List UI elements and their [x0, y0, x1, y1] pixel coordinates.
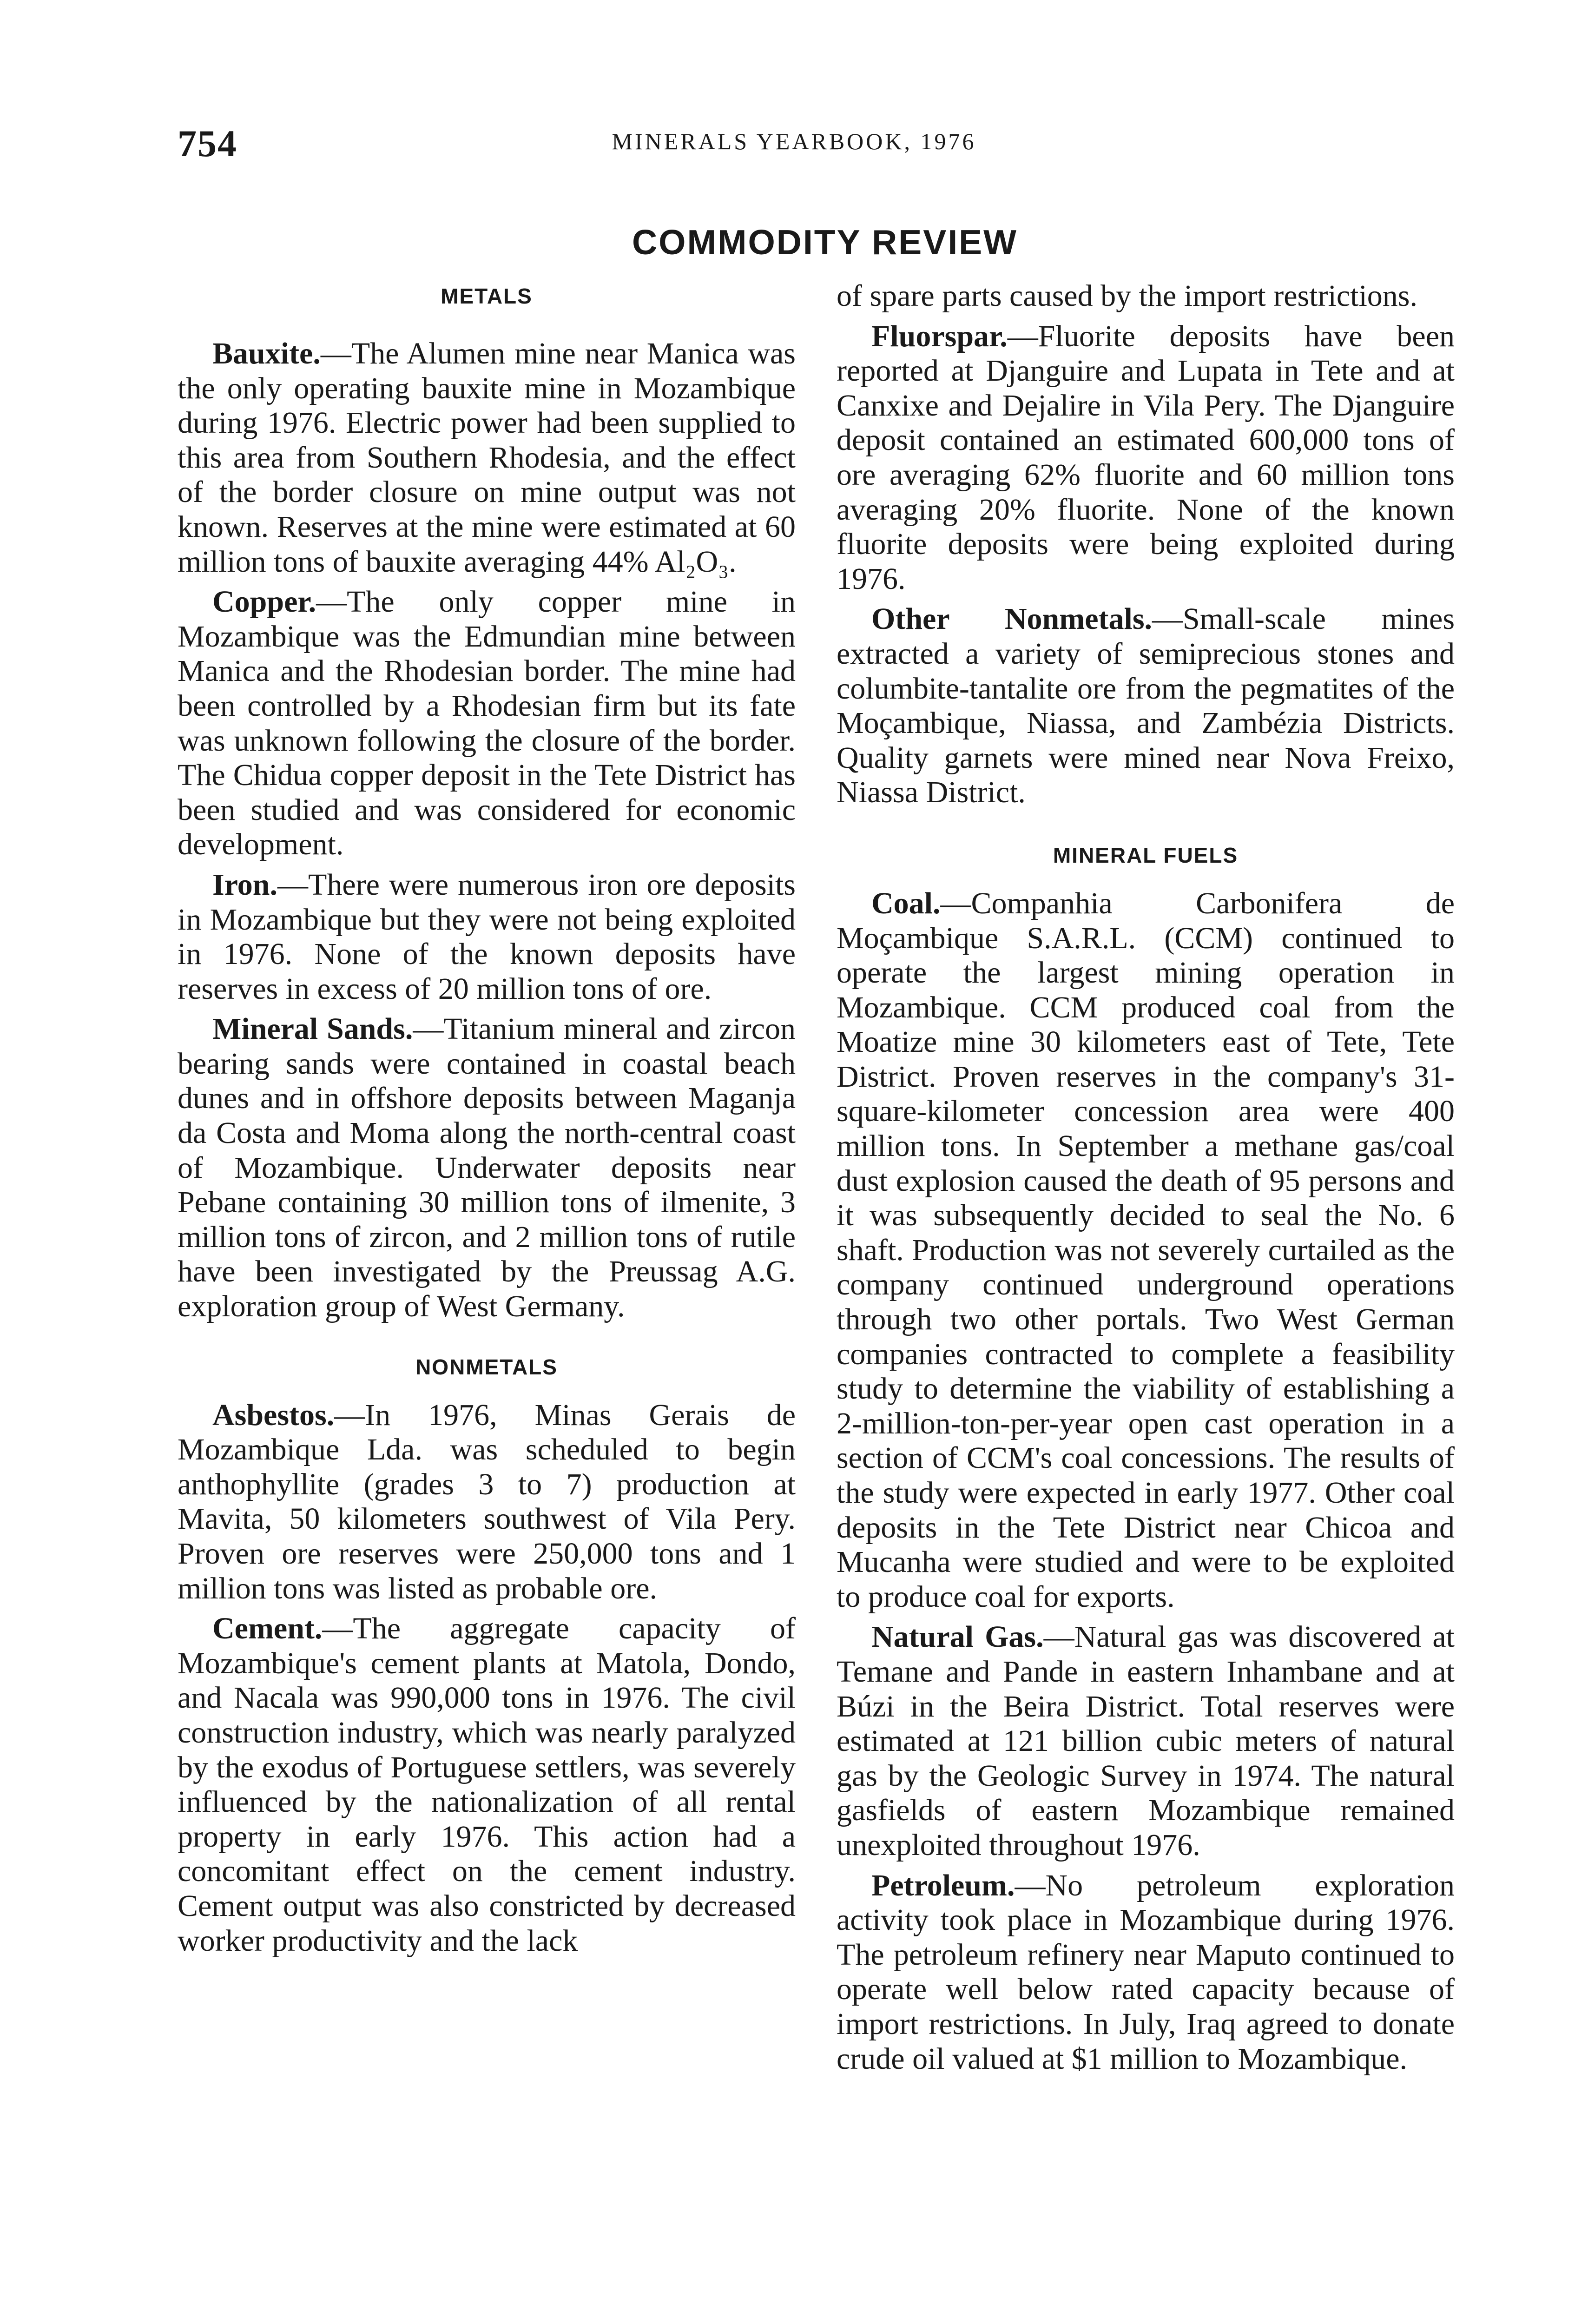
iron-text: —There were numerous iron ore deposits in Mozambique but they were not being exploited in 1976. None of the known deposits have reserves in excess of 20 million tons of ore.	[178, 867, 796, 1006]
copper-paragraph	[178, 585, 796, 862]
bauxite-text: —The Alumen mine near Manica was the only operating bauxite mine in Mozambique during 1976. Electric power had been supplied to this area from Southern Rhodesia, and the effect of the border closure on mine output was not known. Reserves at the mine were estimated at 60 million tons of bauxite averaging 44% Al₂O₃.	[178, 337, 796, 579]
petroleum-lead: Petroleum.	[871, 1868, 1015, 1902]
page-number: 754	[178, 122, 237, 165]
running-head: MINERALS YEARBOOK, 1976	[612, 128, 976, 154]
left-column	[178, 279, 796, 1964]
cement-text: —The aggregate capacity of Mozambique's cement plants at Matola, Dondo, and Nacala was 990,000 tons in 1976. The civil construction industry, which was nearly paralyzed by the exodus of Portuguese settlers, was severely influenced by the nationalization of all rental property in early 1976. This action had a concomitant effect on the cement industry. Cement output was also constricted by decreased worker productivity and the lack	[178, 1611, 796, 1958]
bauxite-paragraph	[178, 337, 796, 579]
cement-paragraph	[178, 1611, 796, 1958]
fluorspar-text: —Fluorite deposits have been reported at Djanguire and Lupata in Tete and at Canxixe and Dejalire in Vila Pery. The Djanguire deposit contained an estimated 600,000 tons of ore averaging 62% fluorite and 60 million tons averaging 20% fluorite. None of the known fluorite deposits were being exploited during 1976.	[837, 319, 1455, 596]
iron-lead: Iron.	[212, 867, 277, 902]
mineral-fuels-heading: MINERAL FUELS	[1053, 843, 1239, 867]
copper-lead: Copper.	[212, 585, 316, 619]
fluorspar-paragraph	[837, 319, 1455, 597]
other-nonmetals-lead: Other Nonmetals.	[871, 602, 1153, 636]
petroleum-paragraph	[837, 1868, 1455, 2077]
right-column	[837, 279, 1455, 2082]
petroleum-text: —No petroleum exploration activity took place in Mozambique during 1976. The petroleum refinery near Maputo continued to operate well below rated capacity because of import restrictions. In July, Iraq agreed to donate crude oil valued at $1 million to Mozambique.	[837, 1868, 1455, 2076]
mineral-sands-paragraph	[178, 1012, 796, 1324]
metals-heading: METALS	[441, 284, 533, 308]
section-title: COMMODITY REVIEW	[632, 223, 1018, 262]
coal-lead: Coal.	[871, 886, 941, 920]
coal-paragraph	[837, 886, 1455, 1614]
bauxite-lead: Bauxite.	[212, 337, 321, 370]
fluorspar-lead: Fluorspar.	[871, 319, 1008, 353]
other-nonmetals-text: —Small-scale mines extracted a variety of semiprecious stones and columbite-tantalite ore from the pegmatites of the Moçambique, Niassa, and Zambézia Districts. Quality garnets were mined near Nova Freixo, Niassa District.	[837, 602, 1455, 810]
natural-gas-text: —Natural gas was discovered at Temane and Pande in eastern Inhambane and at Búzi in the Beira District. Total reserves were estimated at 121 billion cubic meters of natural gas by the Geologic Survey in 1974. The natural gasfields of eastern Mozambique remained unexploited throughout 1976.	[837, 1620, 1455, 1862]
asbestos-text: —In 1976, Minas Gerais de Mozambique Lda. was scheduled to begin anthophyllite (grades 3 to 7) production at Mavita, 50 kilometers southwest of Vila Pery. Proven ore reserves were 250,000 tons and 1 million tons was listed as probable ore.	[178, 1398, 796, 1605]
coal-text: —Companhia Carbonifera de Moçambique S.A.R.L. (CCM) continued to operate the largest mining operation in Mozambique. CCM produced coal from the Moatize mine 30 kilometers east of Tete, Tete District. Proven reserves in the company's 31-square-kilometer concession area were 400 million tons. In September a methane gas/coal dust explosion caused the death of 95 persons and it was subsequently decided to seal the No. 6 shaft. Production was not severely curtailed as the company continued underground operations through two other portals. Two West German companies contracted to complete a feasibility study to determine the viability of establishing a 2-million-ton-per-year open cast operation in a section of CCM's coal concessions. The results of the study were expected in early 1977. Other coal deposits in the Tete District near Chicoa and Mucanha were studied and were to be exploited to produce coal for exports.	[837, 886, 1455, 1614]
copper-text: —The only copper mine in Mozambique was the Edmundian mine between Manica and the Rhodesian border. The mine had been controlled by a Rhodesian firm but its fate was unknown following the closure of the border. The Chidua copper deposit in the Tete District has been studied and was considered for economic development.	[178, 585, 796, 862]
mineral-sands-text: —Titanium mineral and zircon bearing sands were contained in coastal beach dunes and in offshore deposits between Maganja da Costa and Moma along the north-central coast of Mozambique. Underwater deposits near Pebane containing 30 million tons of ilmenite, 3 million tons of zircon, and 2 million tons of rutile have been investigated by the Preussag A.G. exploration group of West Germany.	[178, 1012, 796, 1324]
nonmetals-heading: NONMETALS	[415, 1354, 558, 1379]
natural-gas-paragraph	[837, 1620, 1455, 1862]
asbestos-paragraph	[178, 1398, 796, 1606]
cement-lead: Cement.	[212, 1611, 323, 1646]
other-nonmetals-paragraph	[837, 602, 1455, 810]
cement-continued-paragraph: of spare parts caused by the import restrictions.	[837, 279, 1417, 313]
natural-gas-lead: Natural Gas.	[871, 1620, 1044, 1654]
asbestos-lead: Asbestos.	[212, 1398, 335, 1432]
iron-paragraph	[178, 868, 796, 1006]
mineral-sands-lead: Mineral Sands.	[212, 1012, 413, 1046]
